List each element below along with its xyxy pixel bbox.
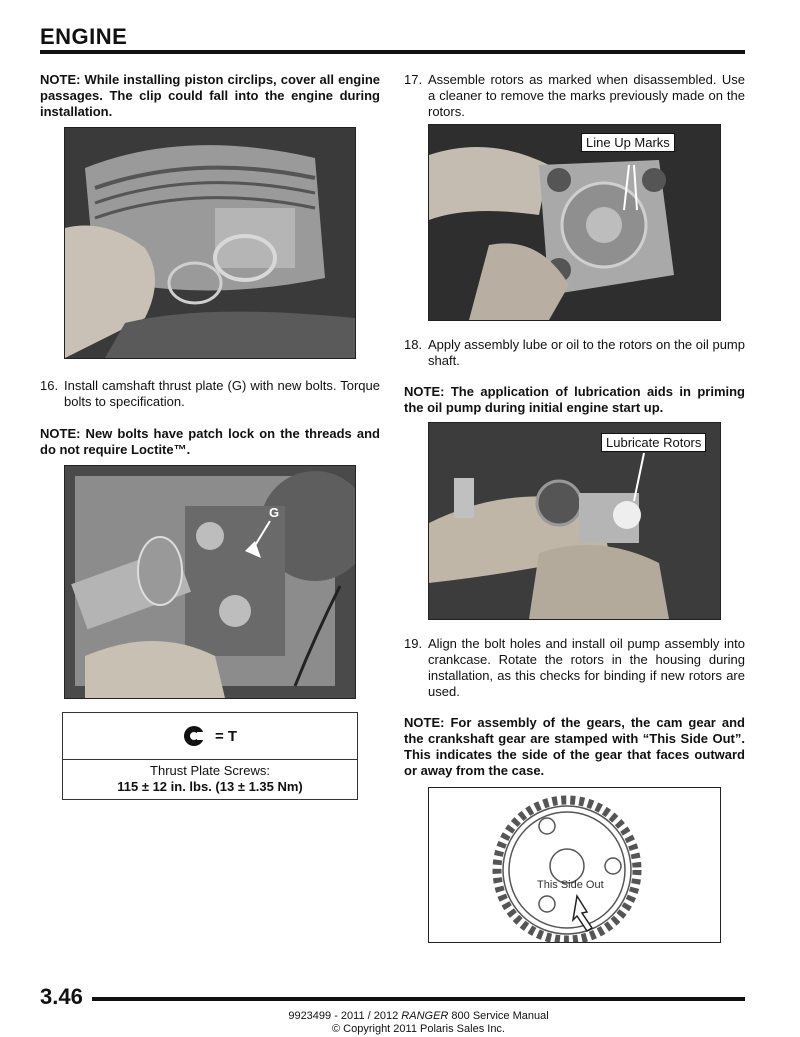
gear-diagram [429, 788, 720, 942]
page-title: ENGINE [40, 24, 128, 49]
step-17-number: 17. [404, 72, 423, 87]
photo-label-g: G [269, 505, 280, 520]
note-lubrication: NOTE: The application of lubrication aids in priming the oil pump during initial engine start up. [404, 384, 745, 415]
footer-rule [92, 997, 745, 1001]
manual-suffix: 800 Service Manual [451, 1010, 549, 1022]
step-19-text: Align the bolt holes and install oil pump assembly into crankcase. Rotate the rotors in the housing during installation, as this checks for binding if new rotors are used. [428, 636, 745, 699]
photo-label-lubricate-rotors: Lubricate Rotors [601, 433, 706, 452]
manual-prefix: 9923499 - 2011 / 2012 [288, 1010, 399, 1022]
diagram-gear-this-side-out [428, 787, 721, 943]
step-18-number: 18. [404, 337, 423, 352]
step-17-text: Assemble rotors as marked when disassembled. Use a cleaner to remove the marks previously made on the rotors. [428, 72, 745, 119]
manual-title [92, 1010, 745, 1023]
piston-illustration [65, 128, 355, 358]
torque-symbol-row [63, 713, 357, 760]
note-patch-lock: NOTE: New bolts have patch lock on the threads and do not require Loctite™. [40, 426, 380, 457]
step-16-text: Install camshaft thrust plate (G) with new bolts. Torque bolts to specification. [64, 378, 380, 409]
step-18-text: Apply assembly lube or oil to the rotors on the oil pump shaft. [428, 337, 745, 368]
header-rule [40, 50, 745, 54]
step-18 [404, 337, 745, 369]
step-17 [404, 72, 745, 120]
photo-lubricate-rotors [428, 422, 721, 620]
note-gear-assembly: NOTE: For assembly of the gears, the cam gear and the crankshaft gear are stamped with “This Side Out”. This indicates the side of the gear that faces outward or away from the case. [404, 715, 745, 778]
manual-model: RANGER [401, 1010, 449, 1022]
photo-thrust-plate [64, 465, 356, 699]
step-16-number: 16. [40, 378, 59, 393]
lubricate-illustration [429, 423, 720, 619]
note-piston-circlips: NOTE: While installing piston circlips, cover all engine passages. The clip could fall into the engine during installation. [40, 72, 380, 119]
step-16 [40, 378, 380, 410]
step-19 [404, 636, 745, 700]
torque-label: Thrust Plate Screws: [150, 763, 270, 778]
photo-rotor-marks [428, 124, 721, 321]
footer-text [92, 1010, 745, 1036]
torque-symbol-text: = T [214, 727, 238, 745]
gear-label-this-side-out: This Side Out [537, 879, 604, 891]
rotor-illustration [429, 125, 720, 320]
step-19-number: 19. [404, 636, 423, 651]
torque-value: 115 ± 12 in. lbs. (13 ± 1.35 Nm) [117, 779, 303, 794]
torque-spec-text [63, 760, 357, 795]
torque-spec-box [62, 712, 358, 800]
thrust-plate-illustration [65, 466, 355, 698]
photo-label-line-up-marks: Line Up Marks [581, 133, 675, 152]
copyright: © Copyright 2011 Polaris Sales Inc. [332, 1023, 505, 1035]
page-number: 3.46 [40, 984, 83, 1009]
photo-piston-circlip [64, 127, 356, 359]
torque-wrench-icon [183, 723, 209, 749]
